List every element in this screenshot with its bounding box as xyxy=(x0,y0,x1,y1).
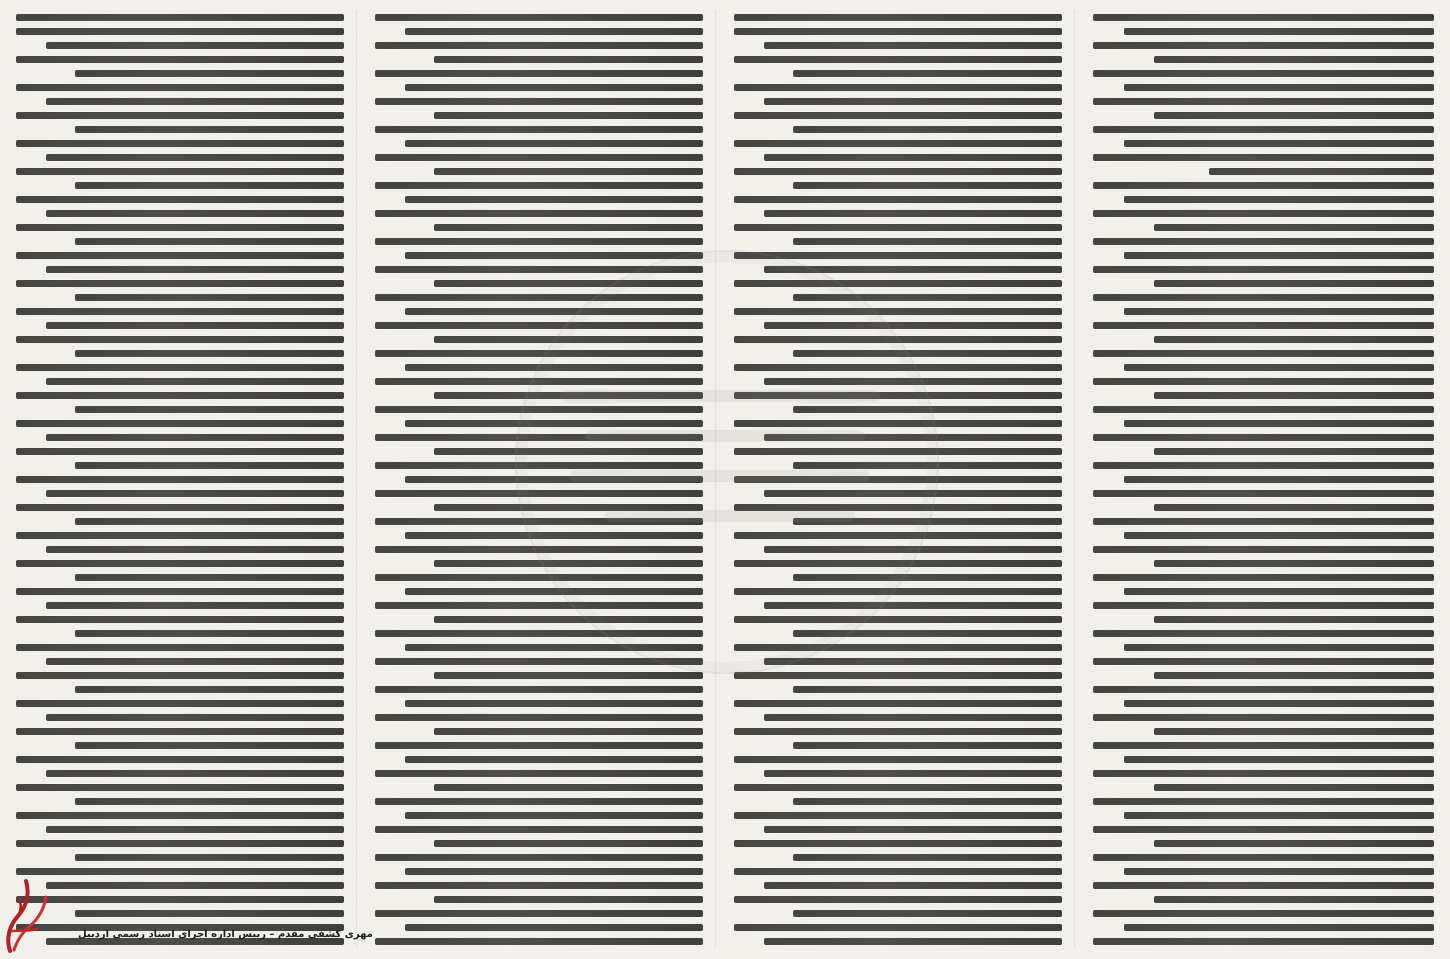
text-line xyxy=(1093,266,1434,273)
text-line xyxy=(764,378,1062,385)
text-line xyxy=(46,490,344,497)
text-line xyxy=(16,560,344,567)
text-line xyxy=(734,448,1062,455)
text-line xyxy=(75,294,344,301)
text-line xyxy=(46,882,344,889)
text-line xyxy=(764,658,1062,665)
notice-column-1 xyxy=(1093,10,1434,949)
text-line xyxy=(734,672,1062,679)
text-line xyxy=(1093,546,1434,553)
text-line xyxy=(16,840,344,847)
text-line xyxy=(734,392,1062,399)
text-line xyxy=(793,630,1062,637)
text-line xyxy=(1154,56,1434,63)
notice-column-4 xyxy=(16,10,357,949)
text-line xyxy=(793,742,1062,749)
text-line xyxy=(405,868,703,875)
text-line xyxy=(1093,98,1434,105)
text-line xyxy=(1093,14,1434,21)
text-line xyxy=(16,112,344,119)
text-line xyxy=(734,644,1062,651)
text-line xyxy=(405,644,703,651)
text-line xyxy=(793,574,1062,581)
text-line xyxy=(434,728,703,735)
text-line xyxy=(1093,742,1434,749)
text-line xyxy=(1154,784,1434,791)
text-line xyxy=(1124,364,1434,371)
text-line xyxy=(46,714,344,721)
text-line xyxy=(75,70,344,77)
text-line xyxy=(375,546,703,553)
text-line xyxy=(734,196,1062,203)
text-line xyxy=(434,168,703,175)
text-line xyxy=(734,868,1062,875)
notice-column-3 xyxy=(375,10,716,949)
text-line xyxy=(16,168,344,175)
text-line xyxy=(1124,420,1434,427)
text-line xyxy=(793,406,1062,413)
signature-text: مهری کشفی مقدم – رییس اداره اجرای اسناد رسمی اردبیل xyxy=(78,929,373,940)
text-line xyxy=(734,840,1062,847)
text-line xyxy=(16,364,344,371)
text-line xyxy=(434,616,703,623)
text-line xyxy=(375,350,703,357)
text-line xyxy=(375,266,703,273)
text-line xyxy=(1124,588,1434,595)
text-line xyxy=(375,322,703,329)
text-line xyxy=(734,56,1062,63)
text-line xyxy=(16,196,344,203)
text-line xyxy=(734,784,1062,791)
text-line xyxy=(1093,238,1434,245)
text-line xyxy=(375,714,703,721)
text-line xyxy=(16,700,344,707)
text-line xyxy=(375,238,703,245)
text-line xyxy=(1093,210,1434,217)
text-line xyxy=(1124,476,1434,483)
text-line xyxy=(1124,532,1434,539)
text-line xyxy=(1093,854,1434,861)
text-line xyxy=(434,672,703,679)
text-line xyxy=(1154,448,1434,455)
text-line xyxy=(764,322,1062,329)
text-line xyxy=(793,182,1062,189)
text-line xyxy=(75,126,344,133)
text-line xyxy=(46,322,344,329)
text-line xyxy=(1154,392,1434,399)
text-line xyxy=(1093,826,1434,833)
text-line xyxy=(734,504,1062,511)
text-line xyxy=(375,70,703,77)
text-line xyxy=(1124,812,1434,819)
text-line xyxy=(1154,728,1434,735)
text-line xyxy=(734,588,1062,595)
text-line xyxy=(734,112,1062,119)
text-line xyxy=(1093,630,1434,637)
text-line xyxy=(405,532,703,539)
text-line xyxy=(16,420,344,427)
text-line xyxy=(1124,700,1434,707)
text-line xyxy=(764,490,1062,497)
notice-columns xyxy=(16,10,1434,949)
text-line xyxy=(434,840,703,847)
text-line xyxy=(1154,112,1434,119)
text-line xyxy=(764,210,1062,217)
text-line xyxy=(764,434,1062,441)
text-line xyxy=(405,364,703,371)
text-line xyxy=(734,224,1062,231)
text-line xyxy=(1093,462,1434,469)
text-line xyxy=(16,448,344,455)
text-line xyxy=(764,826,1062,833)
text-line xyxy=(434,560,703,567)
notice-column-2 xyxy=(734,10,1075,949)
text-line xyxy=(734,728,1062,735)
text-line xyxy=(1124,308,1434,315)
text-line xyxy=(734,924,1062,931)
text-line xyxy=(405,476,703,483)
text-line xyxy=(434,504,703,511)
text-line xyxy=(375,126,703,133)
text-line xyxy=(1124,252,1434,259)
text-line xyxy=(16,784,344,791)
text-line xyxy=(46,658,344,665)
text-line xyxy=(793,686,1062,693)
text-line xyxy=(434,112,703,119)
text-line xyxy=(46,210,344,217)
text-line xyxy=(375,490,703,497)
text-line xyxy=(1093,686,1434,693)
text-line xyxy=(1124,924,1434,931)
text-line xyxy=(1124,196,1434,203)
text-line xyxy=(375,406,703,413)
text-line xyxy=(375,378,703,385)
text-line xyxy=(46,434,344,441)
text-line xyxy=(75,574,344,581)
text-line xyxy=(734,756,1062,763)
text-line xyxy=(1154,224,1434,231)
text-line xyxy=(793,910,1062,917)
text-line xyxy=(1154,616,1434,623)
text-line xyxy=(75,518,344,525)
text-line xyxy=(1093,406,1434,413)
text-line xyxy=(375,882,703,889)
text-line xyxy=(375,14,703,21)
text-line xyxy=(16,896,344,903)
text-line xyxy=(1093,126,1434,133)
text-line xyxy=(1154,504,1434,511)
text-line xyxy=(434,336,703,343)
text-line xyxy=(375,98,703,105)
text-line xyxy=(1154,672,1434,679)
text-line xyxy=(16,756,344,763)
text-line xyxy=(734,336,1062,343)
text-line xyxy=(793,126,1062,133)
text-line xyxy=(375,294,703,301)
text-line xyxy=(764,602,1062,609)
text-line xyxy=(1124,84,1434,91)
text-line xyxy=(434,784,703,791)
text-line xyxy=(46,42,344,49)
text-line xyxy=(375,938,703,945)
text-line xyxy=(375,518,703,525)
text-line xyxy=(1093,350,1434,357)
text-line xyxy=(405,924,703,931)
text-line xyxy=(16,476,344,483)
text-line xyxy=(1124,868,1434,875)
text-line xyxy=(764,938,1062,945)
text-line xyxy=(1093,658,1434,665)
text-line xyxy=(1093,70,1434,77)
text-line xyxy=(734,532,1062,539)
text-line xyxy=(1093,322,1434,329)
text-line xyxy=(405,28,703,35)
text-line xyxy=(16,616,344,623)
text-line xyxy=(16,14,344,21)
text-line xyxy=(16,140,344,147)
text-line xyxy=(434,56,703,63)
text-line xyxy=(734,812,1062,819)
text-line xyxy=(793,294,1062,301)
text-line xyxy=(16,308,344,315)
text-line xyxy=(46,266,344,273)
text-line xyxy=(1093,714,1434,721)
text-line xyxy=(375,770,703,777)
text-line xyxy=(1093,910,1434,917)
text-line xyxy=(375,798,703,805)
text-line xyxy=(764,882,1062,889)
text-line xyxy=(16,812,344,819)
text-line xyxy=(16,280,344,287)
text-line xyxy=(405,140,703,147)
text-line xyxy=(1093,154,1434,161)
text-line xyxy=(793,854,1062,861)
text-line xyxy=(375,910,703,917)
text-line xyxy=(734,168,1062,175)
text-line xyxy=(1154,840,1434,847)
text-line xyxy=(1124,644,1434,651)
text-line xyxy=(734,84,1062,91)
text-line xyxy=(75,238,344,245)
text-line xyxy=(375,42,703,49)
text-line xyxy=(793,518,1062,525)
text-line xyxy=(16,644,344,651)
text-line xyxy=(75,742,344,749)
text-line xyxy=(1154,896,1434,903)
text-line xyxy=(46,546,344,553)
text-line xyxy=(1124,756,1434,763)
text-line xyxy=(764,266,1062,273)
text-line xyxy=(1093,378,1434,385)
text-line xyxy=(734,420,1062,427)
text-line xyxy=(405,812,703,819)
text-line xyxy=(46,154,344,161)
text-line xyxy=(764,98,1062,105)
text-line xyxy=(734,476,1062,483)
text-line xyxy=(734,280,1062,287)
text-line xyxy=(1093,294,1434,301)
text-line xyxy=(375,574,703,581)
text-line xyxy=(16,336,344,343)
text-line xyxy=(16,224,344,231)
text-line xyxy=(16,392,344,399)
text-line xyxy=(75,462,344,469)
text-line xyxy=(405,308,703,315)
text-line xyxy=(405,420,703,427)
text-line xyxy=(16,252,344,259)
text-line xyxy=(434,896,703,903)
text-line xyxy=(405,252,703,259)
text-line xyxy=(46,98,344,105)
text-line xyxy=(793,798,1062,805)
text-line xyxy=(16,56,344,63)
text-line xyxy=(434,392,703,399)
text-line xyxy=(46,378,344,385)
text-line xyxy=(1093,42,1434,49)
text-line xyxy=(375,210,703,217)
text-line xyxy=(16,532,344,539)
text-line xyxy=(764,714,1062,721)
text-line xyxy=(375,462,703,469)
text-line xyxy=(764,42,1062,49)
text-line xyxy=(1093,770,1434,777)
signature-stamp-icon xyxy=(0,871,56,959)
text-line xyxy=(764,154,1062,161)
text-line xyxy=(16,28,344,35)
text-line xyxy=(405,196,703,203)
text-line xyxy=(46,602,344,609)
text-line xyxy=(75,854,344,861)
text-line xyxy=(75,350,344,357)
text-line xyxy=(1093,798,1434,805)
text-line xyxy=(1124,28,1434,35)
text-line xyxy=(75,686,344,693)
text-line xyxy=(734,364,1062,371)
text-line xyxy=(1154,336,1434,343)
text-line xyxy=(793,238,1062,245)
text-line xyxy=(434,280,703,287)
text-line xyxy=(16,504,344,511)
text-line xyxy=(405,84,703,91)
text-line xyxy=(434,448,703,455)
text-line xyxy=(375,630,703,637)
text-line xyxy=(16,868,344,875)
text-line xyxy=(375,182,703,189)
text-line xyxy=(375,686,703,693)
text-line xyxy=(75,910,344,917)
text-line xyxy=(1093,434,1434,441)
text-line xyxy=(1124,140,1434,147)
text-line xyxy=(793,462,1062,469)
text-line xyxy=(734,700,1062,707)
text-line xyxy=(734,560,1062,567)
text-line xyxy=(734,28,1062,35)
text-line xyxy=(375,434,703,441)
text-line xyxy=(16,728,344,735)
text-line xyxy=(405,588,703,595)
text-line xyxy=(1093,938,1434,945)
text-line xyxy=(764,770,1062,777)
text-line xyxy=(793,350,1062,357)
text-line xyxy=(375,742,703,749)
text-line xyxy=(16,84,344,91)
text-line xyxy=(1093,518,1434,525)
text-line xyxy=(1209,168,1434,175)
text-line xyxy=(375,854,703,861)
text-line xyxy=(734,252,1062,259)
text-line xyxy=(75,630,344,637)
text-line xyxy=(375,826,703,833)
text-line xyxy=(405,700,703,707)
text-line xyxy=(375,602,703,609)
text-line xyxy=(764,546,1062,553)
text-line xyxy=(793,70,1062,77)
text-line xyxy=(75,406,344,413)
text-line xyxy=(375,154,703,161)
text-line xyxy=(1093,490,1434,497)
text-line xyxy=(1093,602,1434,609)
text-line xyxy=(1154,560,1434,567)
text-line xyxy=(734,308,1062,315)
text-line xyxy=(1154,280,1434,287)
text-line xyxy=(375,658,703,665)
text-line xyxy=(734,140,1062,147)
text-line xyxy=(16,588,344,595)
text-line xyxy=(1093,182,1434,189)
text-line xyxy=(46,826,344,833)
text-line xyxy=(75,182,344,189)
text-line xyxy=(75,798,344,805)
text-line xyxy=(16,672,344,679)
text-line xyxy=(46,770,344,777)
text-line xyxy=(1093,574,1434,581)
text-line xyxy=(734,896,1062,903)
text-line xyxy=(734,616,1062,623)
text-line xyxy=(434,224,703,231)
text-line xyxy=(1093,882,1434,889)
text-line xyxy=(734,14,1062,21)
text-line xyxy=(405,756,703,763)
